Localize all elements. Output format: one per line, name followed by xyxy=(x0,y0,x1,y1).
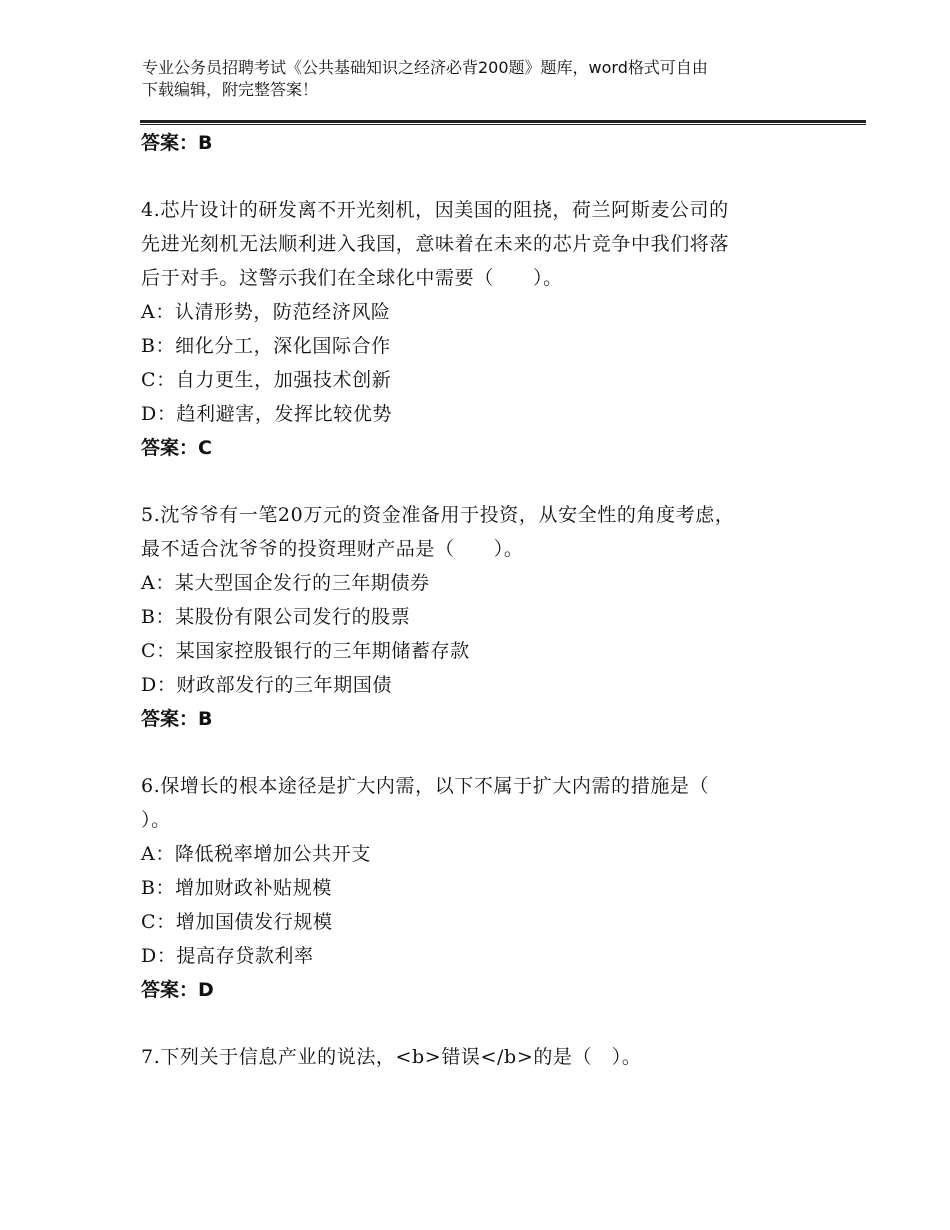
question-5-option-a: A：某大型国企发行的三年期债券 xyxy=(141,572,430,594)
question-4-line-1: 4.芯片设计的研发离不开光刻机，因美国的阻挠，荷兰阿斯麦公司的 xyxy=(141,199,729,221)
question-6-option-c: C：增加国债发行规模 xyxy=(141,911,333,933)
question-7-line-1: 7.下列关于信息产业的说法，<b>错误</b>的是（ ）。 xyxy=(141,1046,642,1068)
header-line-2: 下载编辑，附完整答案！ xyxy=(142,80,319,99)
question-4-option-c: C：自力更生，加强技术创新 xyxy=(141,369,392,391)
question-6-line-2: ）。 xyxy=(141,809,171,831)
header-line-1: 专业公务员招聘考试《公共基础知识之经济必背200题》题库，word格式可自由 xyxy=(142,58,708,77)
question-7 xyxy=(141,1040,841,1074)
question-5-option-d: D：财政部发行的三年期国债 xyxy=(141,674,393,696)
document-body xyxy=(141,126,841,1074)
question-4-option-d: D：趋利避害，发挥比较优势 xyxy=(141,403,393,425)
answer-prev: 答案：B xyxy=(141,132,213,154)
question-4-answer: 答案：C xyxy=(141,437,212,459)
question-5-line-1: 5.沈爷爷有一笔20万元的资金准备用于投资，从安全性的角度考虑， xyxy=(141,504,735,526)
question-4 xyxy=(141,193,841,465)
question-5-option-c: C：某国家控股银行的三年期储蓄存款 xyxy=(141,640,470,662)
question-4-option-a: A：认清形势，防范经济风险 xyxy=(141,301,391,323)
question-5-line-2: 最不适合沈爷爷的投资理财产品是（ ）。 xyxy=(141,538,524,560)
question-5-answer: 答案：B xyxy=(141,708,213,730)
question-5-option-b: B：某股份有限公司发行的股票 xyxy=(141,606,411,628)
question-6-answer: 答案：D xyxy=(141,979,214,1001)
question-4-line-3: 后于对手。这警示我们在全球化中需要（ ）。 xyxy=(141,267,563,289)
question-5 xyxy=(141,498,841,736)
page-header xyxy=(142,57,822,101)
question-4-option-b: B：细化分工，深化国际合作 xyxy=(141,335,391,357)
header-divider xyxy=(140,120,866,125)
question-6-option-b: B：增加财政补贴规模 xyxy=(141,877,332,899)
question-4-line-2: 先进光刻机无法顺利进入我国，意味着在未来的芯片竞争中我们将落 xyxy=(141,233,730,255)
question-6-line-1: 6.保增长的根本途径是扩大内需，以下不属于扩大内需的措施是（ xyxy=(141,775,710,797)
question-6 xyxy=(141,769,841,1007)
question-6-option-d: D：提高存贷款利率 xyxy=(141,945,314,967)
question-6-option-a: A：降低税率增加公共开支 xyxy=(141,843,371,865)
